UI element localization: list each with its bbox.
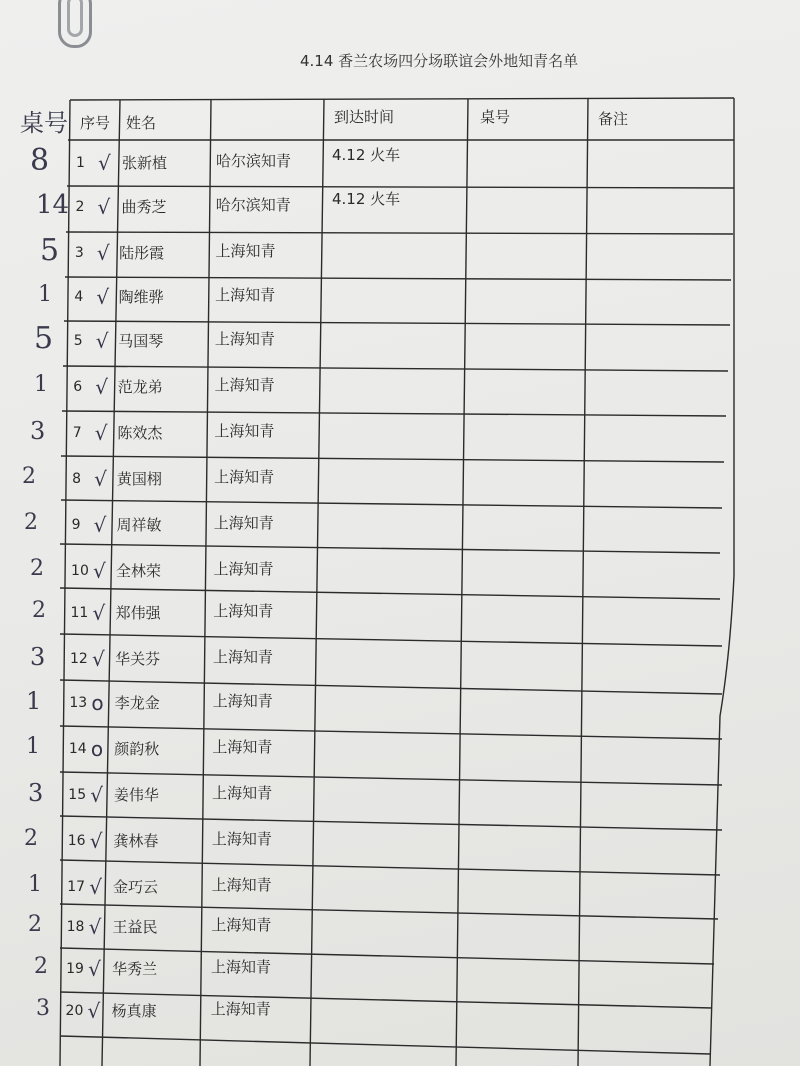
row-name: 范龙弟 [117, 378, 163, 396]
row-origin: 上海知青 [212, 738, 273, 756]
row-origin: 上海知青 [214, 376, 275, 394]
row-checkmark-icon: √ [95, 375, 108, 399]
row-serial-number: 15 [68, 787, 87, 803]
row-serial-number: 8 [72, 471, 82, 487]
row-table-number-handwritten: 8 [30, 143, 50, 178]
row-name: 陈效杰 [117, 424, 163, 442]
row-origin: 上海知青 [213, 514, 274, 532]
row-origin: 上海知青 [211, 876, 272, 894]
row-origin: 上海知青 [211, 958, 272, 976]
row-table-number-handwritten: 1 [26, 687, 42, 715]
row-origin: 上海知青 [212, 692, 273, 710]
row-serial-number: 9 [71, 517, 81, 533]
row-name: 王益民 [112, 918, 158, 936]
row-origin: 上海知青 [213, 560, 274, 578]
row-table-number-handwritten: 3 [36, 996, 50, 1021]
row-name: 华关芬 [115, 650, 161, 668]
row-table-number-handwritten: 1 [38, 282, 52, 307]
row-name: 曲秀芝 [121, 198, 167, 216]
row-checkmark-icon: √ [98, 151, 111, 175]
header-remarks: 备注 [598, 110, 629, 128]
row-serial-number: 7 [72, 425, 82, 441]
row-serial-number: 19 [66, 961, 84, 977]
row-name: 杨真康 [111, 1002, 157, 1020]
row-origin: 上海知青 [210, 1000, 271, 1018]
row-checkmark-icon: √ [94, 467, 107, 491]
row-origin: 上海知青 [214, 330, 275, 348]
document-title: 4.14 香兰农场四分场联谊会外地知青名单 [300, 52, 579, 70]
row-serial-number: 6 [73, 379, 83, 395]
row-origin: 哈尔滨知青 [216, 152, 292, 170]
row-checkmark-icon: o [91, 691, 104, 715]
row-table-number-handwritten: 3 [30, 417, 46, 445]
row-name: 华秀兰 [112, 960, 158, 978]
header-arrival-time: 到达时间 [334, 108, 395, 126]
row-serial-number: 10 [71, 563, 89, 579]
row-serial-number: 2 [75, 199, 85, 215]
row-origin: 上海知青 [215, 242, 276, 260]
row-checkmark-icon: √ [95, 329, 109, 353]
row-name: 金巧云 [112, 878, 158, 896]
row-table-number-handwritten: 5 [40, 233, 60, 268]
row-table-number-handwritten: 1 [28, 872, 42, 897]
header-table-number: 桌号 [480, 108, 511, 126]
row-name: 颜韵秋 [114, 740, 160, 758]
roster-table [58, 96, 738, 1066]
row-origin: 上海知青 [214, 468, 275, 486]
row-origin: 上海知青 [211, 830, 272, 848]
row-checkmark-icon: √ [88, 957, 101, 981]
row-serial-number: 12 [69, 651, 88, 667]
row-table-number-handwritten: 2 [22, 464, 36, 489]
row-checkmark-icon: √ [96, 285, 110, 309]
row-name: 姜伟华 [113, 786, 159, 804]
row-checkmark-icon: √ [88, 915, 102, 939]
row-origin: 上海知青 [212, 784, 273, 802]
row-table-number-handwritten: 2 [24, 510, 38, 535]
row-origin: 哈尔滨知青 [215, 196, 291, 214]
row-origin: 上海知青 [212, 648, 273, 666]
margin-heading-handwritten: 桌号 [20, 109, 68, 137]
row-origin: 上海知青 [215, 286, 276, 304]
row-name: 陶维骅 [118, 288, 164, 306]
row-table-number-handwritten: 3 [28, 779, 44, 807]
row-origin: 上海知青 [211, 916, 272, 934]
row-checkmark-icon: √ [97, 195, 111, 219]
row-serial-number: 16 [67, 833, 86, 849]
row-serial-number: 4 [74, 289, 84, 305]
row-name: 周祥敏 [116, 516, 162, 534]
row-serial-number: 5 [73, 333, 83, 349]
row-table-number-handwritten: 2 [34, 954, 48, 979]
row-name: 马国琴 [118, 332, 164, 350]
row-table-number-handwritten: 1 [26, 734, 40, 759]
row-table-number-handwritten: 5 [34, 321, 54, 356]
row-table-number-handwritten: 14 [36, 190, 70, 220]
row-name: 陆彤霞 [119, 244, 165, 262]
row-checkmark-icon: √ [96, 241, 110, 265]
row-name: 李龙金 [114, 694, 160, 712]
row-origin: 上海知青 [214, 422, 275, 440]
row-checkmark-icon: o [90, 737, 104, 761]
row-table-number-handwritten: 2 [28, 912, 42, 937]
row-checkmark-icon: √ [90, 783, 104, 807]
row-serial-number: 11 [70, 605, 89, 621]
row-serial-number: 14 [68, 741, 87, 757]
row-checkmark-icon: √ [93, 513, 107, 537]
row-origin: 上海知青 [213, 602, 274, 620]
row-serial-number: 1 [76, 155, 85, 171]
row-serial-number: 17 [67, 879, 86, 895]
row-name: 郑伟强 [115, 604, 161, 622]
row-name: 龚林春 [113, 832, 159, 850]
header-name: 姓名 [126, 114, 157, 132]
header-serial-number: 序号 [80, 114, 111, 132]
row-checkmark-icon: √ [92, 601, 106, 625]
row-serial-number: 3 [74, 245, 84, 261]
row-checkmark-icon: √ [93, 559, 106, 583]
row-serial-number: 18 [66, 919, 85, 935]
row-checkmark-icon: √ [89, 875, 102, 899]
row-arrival-time: 4.12 火车 [332, 146, 401, 164]
row-name: 全林荣 [116, 562, 162, 580]
row-table-number-handwritten: 1 [34, 372, 48, 397]
row-table-number-handwritten: 2 [24, 826, 38, 851]
row-table-number-handwritten: 2 [32, 598, 46, 623]
table-grid [58, 96, 738, 1066]
row-checkmark-icon: √ [87, 999, 101, 1023]
row-name: 黄国栩 [116, 470, 162, 488]
row-serial-number: 20 [65, 1003, 84, 1019]
row-checkmark-icon: √ [94, 421, 108, 445]
row-checkmark-icon: √ [91, 647, 105, 671]
row-arrival-time: 4.12 火车 [332, 190, 401, 208]
row-table-number-handwritten: 2 [30, 556, 44, 581]
row-name: 张新植 [122, 154, 168, 172]
row-table-number-handwritten: 3 [30, 643, 46, 671]
row-checkmark-icon: √ [89, 829, 103, 853]
paper-clip-icon [58, 0, 92, 48]
row-serial-number: 13 [69, 695, 88, 711]
